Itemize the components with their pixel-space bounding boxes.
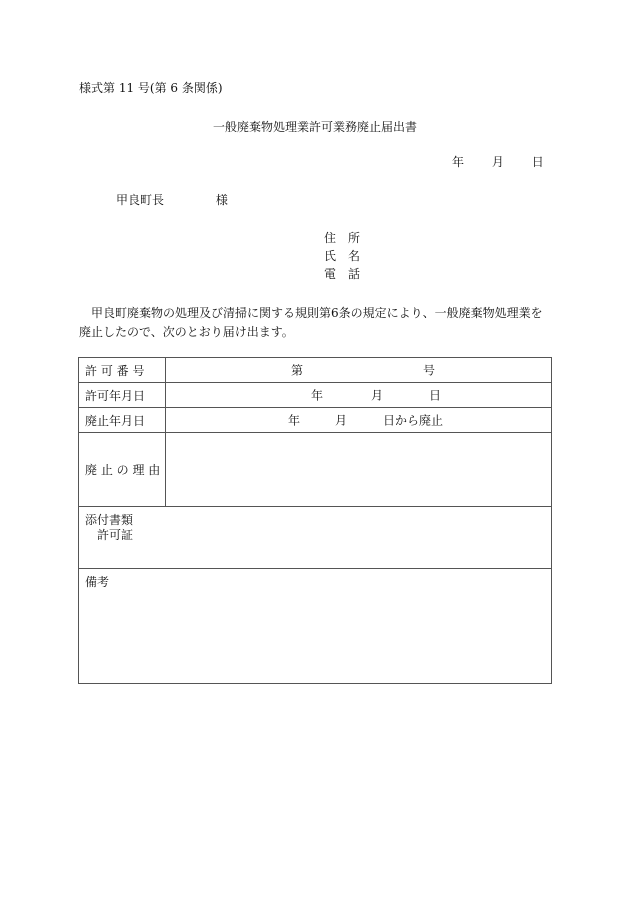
abolish-date-month: 月 [335, 413, 348, 428]
date-day-label: 日 [531, 155, 544, 169]
permit-date-field[interactable] [166, 383, 552, 408]
addressee-honorific: 様 [215, 193, 228, 207]
attachments-cell[interactable] [79, 507, 552, 569]
attachments-label: 添付書類 [85, 513, 134, 527]
body-statement: 甲良町廃棄物の処理及び清掃に関する規則第6条の規定により、一般廃棄物処理業を廃止したので、次のとおり届け出ます。 [79, 306, 543, 339]
abolish-date-field[interactable] [166, 408, 552, 433]
permit-number-prefix: 第 [291, 363, 304, 378]
addressee-name: 甲良町長 [116, 193, 165, 207]
permit-number-label: 許 可 番 号 [79, 358, 166, 383]
permit-date-day: 日 [429, 388, 442, 403]
table-row-remarks [79, 569, 552, 684]
remarks-cell[interactable] [79, 569, 552, 684]
permit-number-suffix: 号 [423, 363, 436, 378]
abolish-date-label: 廃止年月日 [79, 408, 166, 433]
applicant-name-label: 氏 名 [324, 249, 361, 263]
permit-date-label: 許可年月日 [79, 383, 166, 408]
permit-number-field[interactable] [166, 358, 552, 383]
date-year-label: 年 [452, 155, 465, 169]
addressee [116, 193, 228, 207]
abolish-date-day-suffix: 日から廃止 [383, 413, 444, 428]
date-month-label: 月 [491, 155, 504, 169]
abolish-date-year: 年 [288, 413, 301, 428]
form-number: 様式第 11 号(第 6 条関係) [79, 81, 223, 95]
table-row-permit-date [79, 383, 552, 408]
reason-field[interactable] [166, 433, 552, 507]
permit-date-month: 月 [371, 388, 384, 403]
reason-label: 廃 止 の 理 由 [79, 433, 166, 507]
table-row-reason [79, 433, 552, 507]
applicant-address-label: 住 所 [324, 231, 361, 245]
attachments-item: 許可証 [97, 528, 134, 542]
table-row-attachments [79, 507, 552, 569]
remarks-label: 備考 [85, 575, 110, 589]
table-row-permit-number [79, 358, 552, 383]
document-title: 一般廃棄物処理業許可業務廃止届出書 [212, 120, 417, 134]
table-row-abolish-date [79, 408, 552, 433]
form-table [78, 357, 552, 684]
submission-date [452, 155, 544, 169]
applicant-block [324, 231, 360, 285]
applicant-phone-label: 電 話 [324, 267, 361, 281]
permit-date-year: 年 [311, 388, 324, 403]
